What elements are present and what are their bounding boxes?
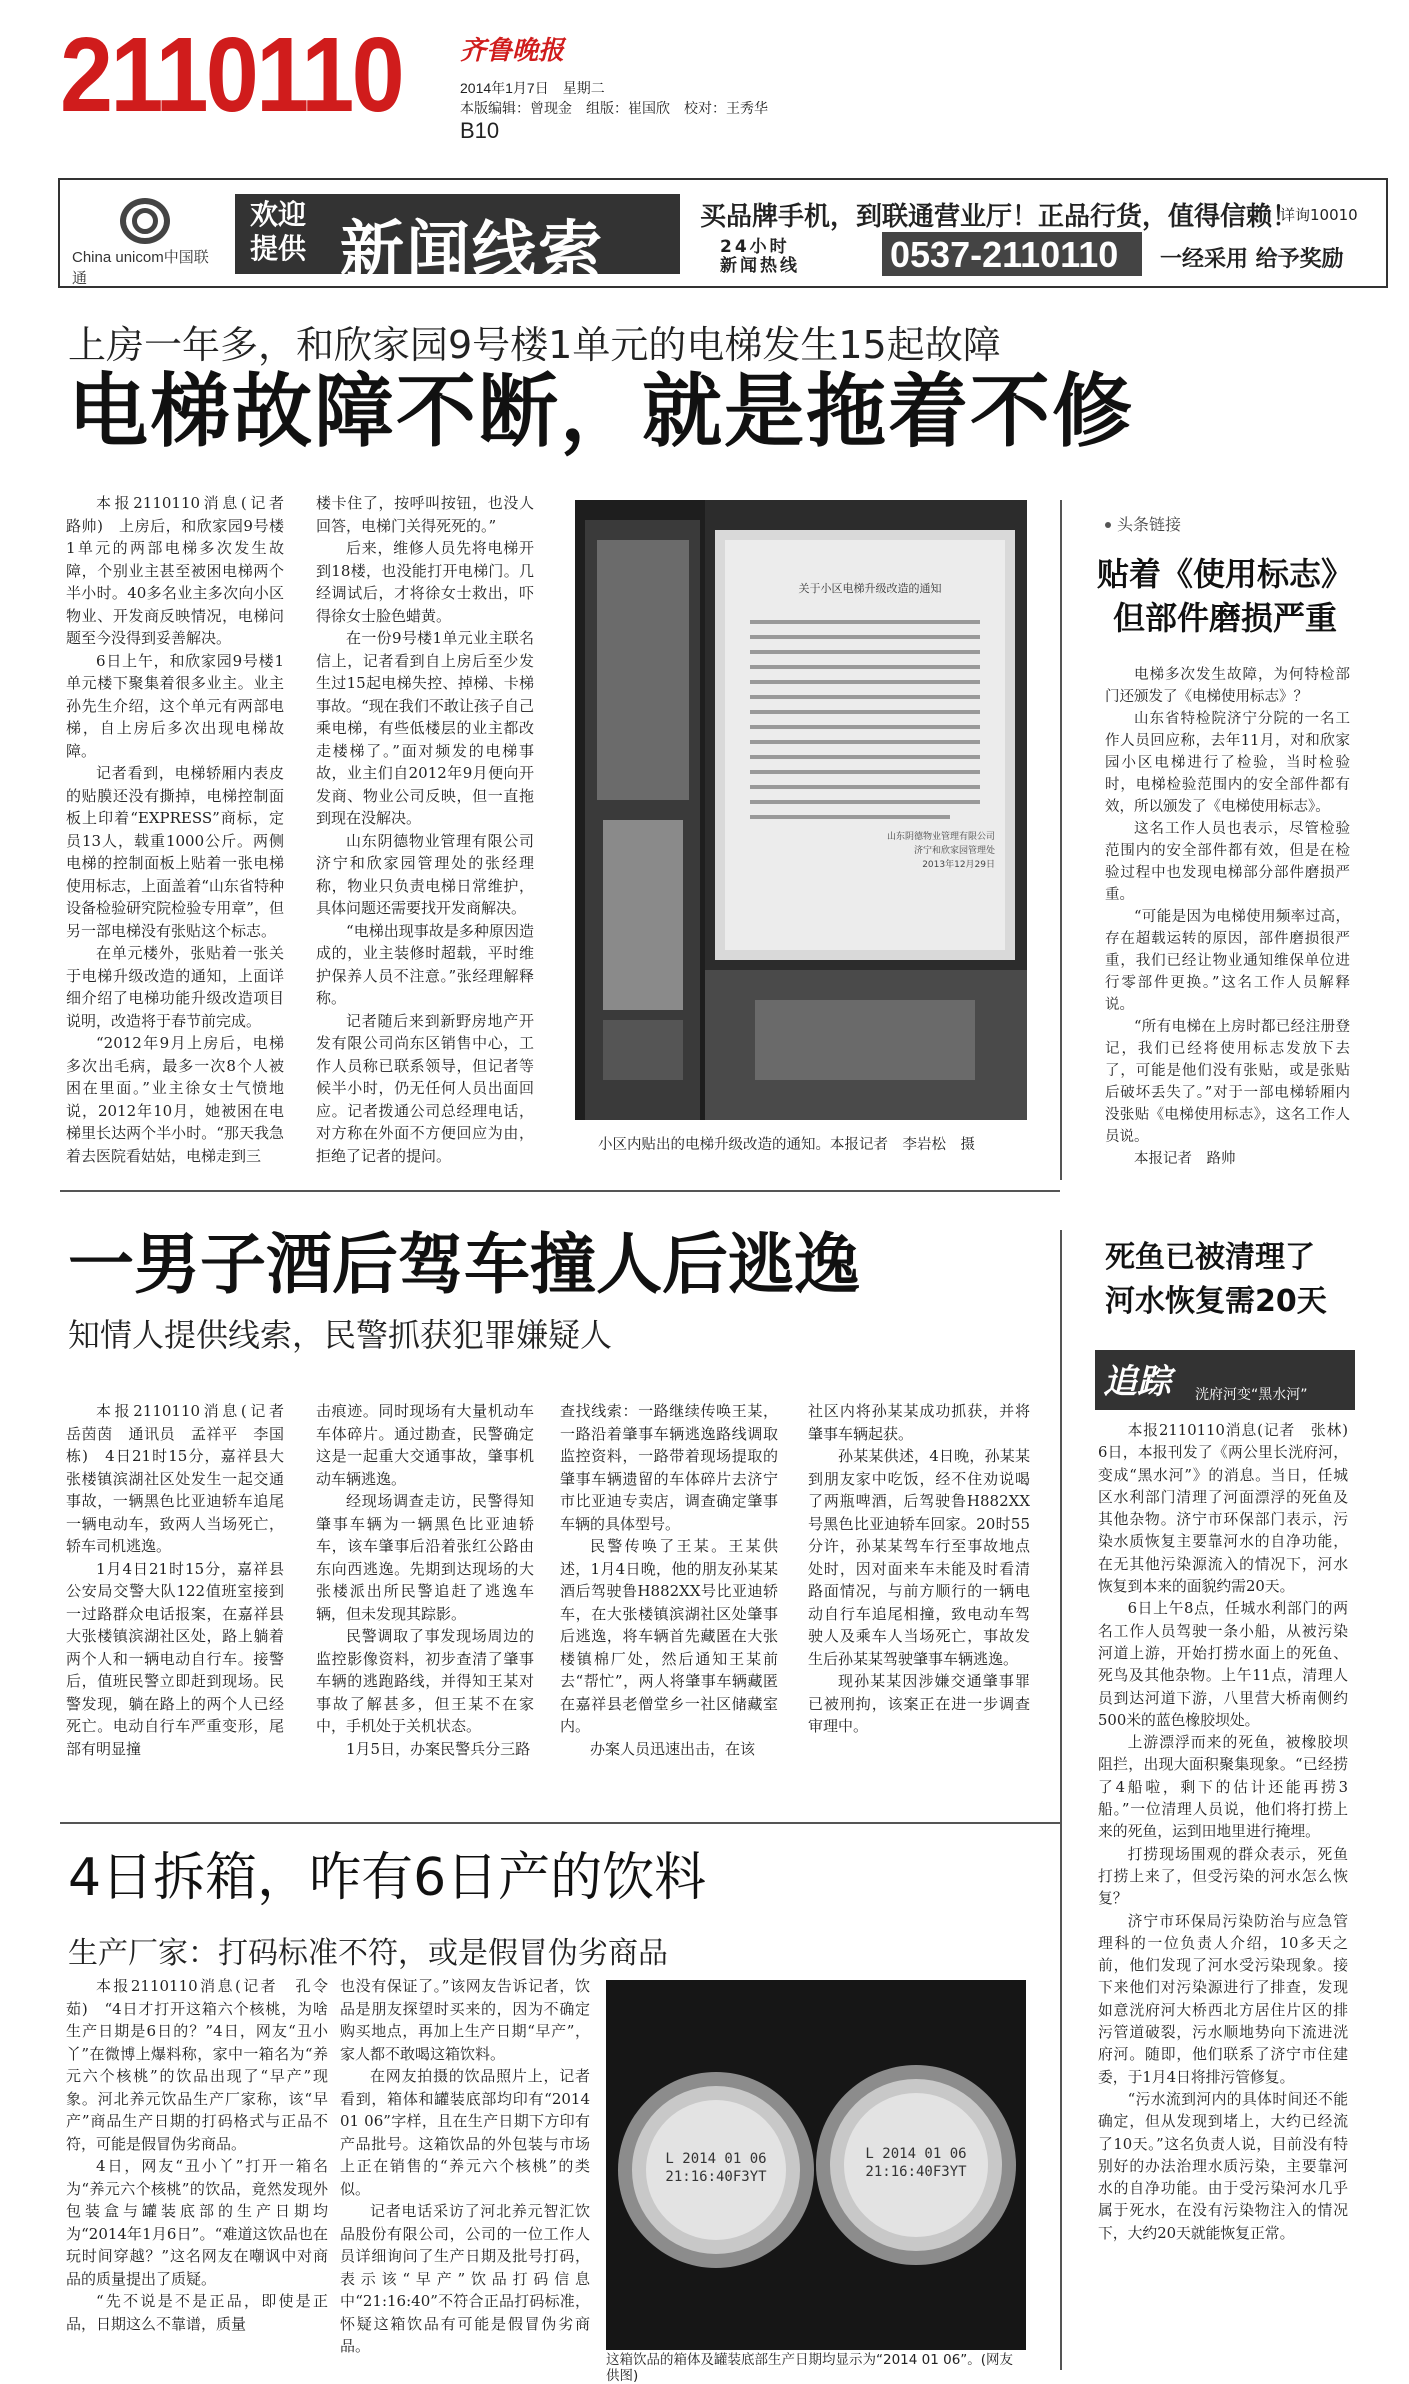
article3-para: “先不说是不是正品，即使是正品，日期这么不靠谱，质量 — [66, 2292, 328, 2333]
article2-column-3 — [560, 1400, 778, 1820]
section-divider — [60, 1190, 1060, 1192]
article4-body — [1098, 1420, 1363, 2370]
sidebar-label — [1105, 512, 1181, 535]
bullet-icon — [1105, 522, 1111, 528]
sidebar-para: 山东省特检院济宁分院的一名工作人员回应称，去年11月，对和欣家园小区电梯进行了检验，当时检验时，电梯检验范围内的安全部件都有效，所以颁发了《电梯使用标志》。 — [1105, 711, 1350, 815]
article4-para: 济宁市环保局污染防治与应急管理科的一位负责人介绍，10多天之前，他们发现了河水受污染现象。接下来他们对污染源进行了排查，发现如意洸府河大桥西北方居住片区的排污管道破裂，污水顺地势向下流进洸府河。随即，他们联系了济宁市住建委，于1月4日将排污管修复。 — [1098, 1912, 1348, 2086]
hotline-banner — [58, 178, 1388, 288]
banner-welcome-line1: 欢迎 — [250, 198, 307, 231]
article2-para: 1月5日，办案民警兵分三路 — [346, 1739, 531, 1758]
article1-column-2 — [316, 492, 534, 1172]
section-divider — [60, 1822, 1060, 1824]
article4-para: 6日上午8点，任城水利部门的两名工作人员驾驶一条小船，从被污染河道上游，开始打捞水面上的死鱼、死鸟及其他杂物。上午11点，清理人员到达河道下游，八里营大桥南侧约500米的蓝色橡胶坝处。 — [1098, 1600, 1348, 1729]
article2-para: 本报2110110消息(记者 岳茵茵 通讯员 孟祥平 李国栋) 4日21时15分，嘉祥县大张楼镇滨湖社区处发生一起交通事故，一辆黑色比亚迪轿车追尾一辆电动车，致两人当场死亡，轿车司机逃逸。 — [66, 1402, 300, 1555]
sidebar-byline: 本报记者 路帅 — [1134, 1151, 1236, 1167]
right-column-divider — [1060, 1230, 1062, 2370]
article1-para: 记者随后来到新野房地产开发有限公司尚东区销售中心，工作人员称已联系领导，但记者等候半小时，仍无任何人员出面回应。记者拨通公司总经理电话，对方称在外面不方便回应为由，拒绝了记者的提问。 — [316, 1011, 534, 1165]
can-1-date-print — [646, 2150, 786, 2186]
sidebar-para: 电梯多次发生故障，为何特检部门还颁发了《电梯使用标志》？ — [1105, 667, 1350, 705]
banner-detail: 详询10010 — [1280, 206, 1358, 224]
banner-hotline-label-2: 新闻热线 — [720, 256, 800, 276]
article1-para: 山东阴德物业管理有限公司济宁和欣家园管理处的张经理称，物业只负责电梯日常维护，具体问题还需要找开发商解决。 — [316, 831, 534, 917]
article2-para: 办案人员迅速出击，在该 — [590, 1739, 756, 1758]
sidebar-para: “可能是因为电梯使用频率过高，存在超载运转的原因，部件磨损很严重，我们已经让物业通知维保单位进行零部件更换。”这名工作人员解释说。 — [1105, 909, 1350, 1013]
edition-date: 2014年1月7日 星期二 — [460, 80, 605, 96]
article3-para: 在网友拍摄的饮品照片上，记者看到，箱体和罐装底部均印有“2014 01 06”字样，且在生产日期下方印有产品批号。这箱饮品的外包装与市场上正在销售的“养元六个核桃”的类似。 — [340, 2067, 590, 2198]
article4-para: 本报2110110消息(记者 张林) 6日，本报刊发了《两公里长洸府河，变成“黑水河”》的消息。当日，任城区水利部门清理了河面漂浮的死鱼及其他杂物。济宁市环保部门表示，污染水质恢复主要靠河水的自净功能，在无其他污染源流入的情况下，河水恢复到本来的面貌约需20天。 — [1098, 1422, 1363, 1596]
article1-para: 6日上午，和欣家园9号楼1单元楼下聚集着很多业主。业主孙先生介绍，这个单元有两部电梯，自上房后多次出现电梯故障。 — [66, 651, 284, 760]
article2-subhead: 知情人提供线索，民警抓获犯罪嫌疑人 — [68, 1316, 613, 1354]
sidebar-title-line2: 但部件磨损严重 — [1112, 599, 1337, 637]
sidebar-para: “所有电梯在上房时都已经注册登记，我们已经将使用标志发放下去了，可能是他们没有张贴，或是张贴后破坏丢失了。”对于一部电梯轿厢内没张贴《电梯使用标志》，这名工作人员说。 — [1105, 1019, 1350, 1145]
article4-headline-line2: 河水恢复需20天 — [1105, 1284, 1327, 1319]
article4-tag — [1095, 1350, 1355, 1410]
article4-tag-sub: 洸府河变“黑水河” — [1195, 1387, 1308, 1403]
sidebar-title-line1: 贴着《使用标志》 — [1096, 555, 1353, 593]
notice-title: 关于小区电梯升级改造的通知 — [798, 582, 942, 595]
china-unicom-logo — [72, 198, 222, 287]
notice-signature — [825, 830, 995, 872]
can-1-line1: L 2014 01 06 — [665, 2151, 767, 2167]
article3-para: 也没有保证了。”该网友告诉记者，饮品是朋友探望时买来的，因为不确定购买地点，再加上生产日期“早产”，家人都不敢喝这箱饮料。 — [340, 1977, 590, 2063]
article2-para: 社区内将孙某某成功抓获，并将肇事车辆起获。 — [808, 1402, 1030, 1443]
article1-kicker: 上房一年多，和欣家园9号楼1单元的电梯发生15起故障 — [68, 323, 1001, 367]
article3-para: 4日，网友“丑小丫”打开一箱名为“养元六个核桃”的饮品，竟然发现外包装盒与罐装底部的生产日期均为“2014年1月6日”。“难道这饮品也在玩时间穿越？”这名网友在嘲讽中对商品的质量提出了质疑。 — [66, 2157, 328, 2288]
article2-para: 民警传唤了王某。王某供述，1月4日晚，他的朋友孙某某酒后驾驶鲁H882XX号比亚迪轿车，在大张楼镇滨湖社区处肇事后逃逸，将车辆首先藏匿在大张楼镇棉厂处，然后通知王某前去“帮忙”，两人将肇事车辆藏匿在嘉祥县老僧堂乡一社区储藏室内。 — [560, 1537, 778, 1735]
article1-para: 记者看到，电梯轿厢内表皮的贴膜还没有撕掉，电梯控制面板上印着“EXPRESS”商标，定员13人，载重1000公斤。两侧电梯的控制面板上贴着一张电梯使用标志，上面盖着“山东省特种设备检验研究院检验专用章”，但另一部电梯没有张贴这个标志。 — [66, 764, 284, 940]
page-number: B10 — [460, 118, 500, 143]
article1-photo-caption: 小区内贴出的电梯升级改造的通知。本报记者 李岩松 摄 — [598, 1137, 975, 1153]
article2-para: 击痕迹。同时现场有大量机动车车体碎片。通过勘查，民警确定这是一起重大交通事故，肇事机动车辆逃逸。 — [316, 1402, 534, 1488]
can-2-line2: 21:16:40F3YT — [865, 2164, 967, 2180]
article2-column-2 — [316, 1400, 534, 1820]
article3-column-1 — [66, 1975, 328, 2375]
article2-para: 孙某某供述，4日晚，孙某某到朋友家中吃饭，经不住劝说喝了两瓶啤酒，后驾驶鲁H882XX号黑色比亚迪轿车回家。20时55分许，孙某某驾车行至事故地点处时，因对面来车未能及时看清路面情况，与前方顺行的一辆电动自行车追尾相撞，致电动车驾驶人及乘车人当场死亡，事故发生后孙某某驾驶肇事车辆逃逸。 — [808, 1447, 1030, 1668]
article1-para: “电梯出现事故是多种原因造成的，业主装修时超载，平时维护保养人员不注意。”张经理解释称。 — [316, 921, 534, 1007]
banner-welcome — [250, 198, 306, 266]
article2-headline: 一男子酒后驾车撞人后逃逸 — [68, 1226, 860, 1303]
carrier-name: China unicom中国联通 — [72, 249, 209, 287]
sidebar-label-text: 头条链接 — [1117, 515, 1182, 534]
article2-para: 经现场调查走访，民警得知肇事车辆为一辆黑色比亚迪轿车，该车肇事后沿着张红公路由东向西逃逸。先期到达现场的大张楼派出所民警追赶了逃逸车辆，但未发现其踪影。 — [316, 1492, 534, 1623]
article1-para: 本报2110110消息(记者 路帅) 上房后，和欣家园9号楼1单元的两部电梯多次发生故障，个别业主甚至被困电梯两个半小时。40多名业主多次向小区物业、开发商反映情况，电梯问题至今没得到妥善解决。 — [66, 494, 300, 647]
banner-title: 新闻线索 — [340, 215, 604, 289]
banner-phone: 0537-2110110 — [890, 234, 1119, 275]
article2-para: 民警调取了事发现场周边的监控影像资料，初步查清了肇事车辆的逃跑路线，并得知王某对事故了解甚多，但王某不在家中，手机处于关机状态。 — [316, 1627, 534, 1735]
article1-para: “2012年9月上房后，电梯多次出毛病，最多一次8个人被困在里面。”业主徐女士气愤地说，2012年10月，她被困在电梯里长达两个半小时。“那天我急着去医院看姑姑，电梯走到三 — [66, 1034, 284, 1165]
can-2-line1: L 2014 01 06 — [865, 2146, 967, 2162]
article1-para: 后来，维修人员先将电梯开到18楼，也没能打开电梯门。几经调试后，才将徐女士救出，吓得徐女士脸色蜡黄。 — [316, 539, 534, 625]
article3-subhead: 生产厂家：打码标准不符，或是假冒伪劣商品 — [68, 1936, 668, 1971]
article1-para: 在单元楼外，张贴着一张关于电梯升级改造的通知，上面详细介绍了电梯功能升级改造项目说明，改造将于春节前完成。 — [66, 944, 284, 1030]
sidebar-divider — [1060, 500, 1062, 1180]
article2-column-1 — [66, 1400, 300, 1820]
notice-line: 山东阴德物业管理有限公司 — [886, 832, 995, 842]
article1-photo — [575, 500, 1027, 1120]
sidebar-body — [1105, 664, 1350, 1184]
article4-headline-line1: 死鱼已被清理了 — [1105, 1240, 1315, 1275]
article2-column-4 — [808, 1400, 1030, 1820]
masthead-hotline: 2110110 — [60, 16, 402, 134]
notice-line: 济宁和欣家园管理处 — [913, 846, 995, 856]
article1-para: 在一份9号楼1单元业主联名信上，记者看到自上房后至少发生过15起电梯失控、掉梯、卡梯事故。“现在我们不敢让孩子自己乘电梯，有些低楼层的业主都改走楼梯了。”面对频发的电梯事故，业主们自2012年9月便向开发商、物业公司反映，但一直拖到现在没解决。 — [316, 629, 534, 827]
article2-para: 1月4日21时15分，嘉祥县公安局交警大队122值班室接到一过路群众电话报案，在嘉祥县大张楼镇滨湖社区处，路上躺着两个人和一辆电动自行车。接警后，值班民警立即赶到现场。民警发现，躺在路上的两个人已经死亡。电动自行车严重变形，尾部有明显撞 — [66, 1559, 284, 1758]
article4-tag-main: 追踪 — [1103, 1362, 1171, 1402]
article1-column-1 — [66, 492, 300, 1172]
sidebar-title — [1080, 552, 1370, 640]
article1-headline: 电梯故障不断，就是拖着不修 — [68, 365, 1134, 458]
article3-para: 记者电话采访了河北养元智汇饮品股份有限公司，公司的一位工作人员详细询问了生产日期及批号打码，表示该“早产”饮品打码信息中“21:16:40”不符合正品打码标准，怀疑这箱饮品有可能是假冒伪劣商品。 — [340, 2202, 590, 2355]
article4-para: 上游漂浮而来的死鱼，被橡胶坝阻拦，出现大面积聚集现象。“已经捞了4船啦，剩下的估计还能再捞3船。”一位清理人员说，他们将打捞上来的死鱼，运到田地里进行掩埋。 — [1098, 1734, 1348, 1841]
article3-column-2 — [340, 1975, 590, 2375]
article2-para: 查找线索：一路继续传唤王某，一路沿着肇事车辆逃逸路线调取监控资料，一路带着现场提取的肇事车辆遗留的车体碎片去济宁市比亚迪专卖店，调查确定肇事车辆的具体型号。 — [560, 1402, 778, 1533]
article3-headline: 4日拆箱，咋有6日产的饮料 — [68, 1848, 707, 1908]
notice-line: 2013年12月29日 — [922, 860, 995, 870]
edition-editors: 本版编辑：曾现金 组版：崔国欣 校对：王秀华 — [460, 100, 768, 116]
banner-welcome-line2: 提供 — [250, 232, 307, 265]
article3-photo — [606, 1980, 1026, 2350]
article2-para: 现孙某某因涉嫌交通肇事罪已被刑拘，该案正在进一步调查审理中。 — [808, 1672, 1030, 1735]
banner-slogan: 买品牌手机，到联通营业厅！正品行货，值得信赖！ — [700, 202, 1299, 232]
can-1-line2: 21:16:40F3YT — [665, 2169, 767, 2185]
banner-hotline-label-1: 24小时 — [720, 237, 790, 257]
sidebar-para: 这名工作人员也表示，尽管检验范围内的安全部件都有效，但是在检验过程中也发现电梯部分部件磨损严重。 — [1105, 821, 1350, 903]
article4-para: 打捞现场围观的群众表示，死鱼打捞上来了，但受污染的河水怎么恢复？ — [1098, 1845, 1348, 1908]
banner-hotline-label — [720, 238, 800, 276]
can-2-date-print — [846, 2145, 986, 2181]
paper-name: 齐鲁晚报 — [460, 36, 565, 66]
article3-photo-caption: 这箱饮品的箱体及罐装底部生产日期均显示为“2014 01 06”。(网友供图) — [606, 2352, 1014, 2384]
article1-para: 楼卡住了，按呼叫按钮，也没人回答，电梯门关得死死的。” — [316, 494, 534, 535]
article4-headline — [1105, 1236, 1327, 1324]
banner-reward: 一经采用 给予奖励 — [1160, 247, 1344, 272]
article3-para: 本报2110110消息(记者 孔令茹) “4日才打开这箱六个核桃，为啥生产日期是6日的？”4日，网友“丑小丫”在微博上爆料称，家中一箱名为“养元六个核桃”的饮品出现了“早产”现象。河北养元饮品生产厂家称，该“早产”商品生产日期的打码格式与正品不符，可能是假冒伪劣商品。 — [66, 1977, 328, 2153]
article4-para: “污水流到河内的具体时间还不能确定，但从发现到堵上，大约已经流了10天。”这名负责人说，目前没有特别好的办法治理水质污染，主要靠河水的自净功能。由于受污染河水几乎属于死水，在没有污染物注入的情况下，大约20天就能恢复正常。 — [1098, 2090, 1348, 2242]
